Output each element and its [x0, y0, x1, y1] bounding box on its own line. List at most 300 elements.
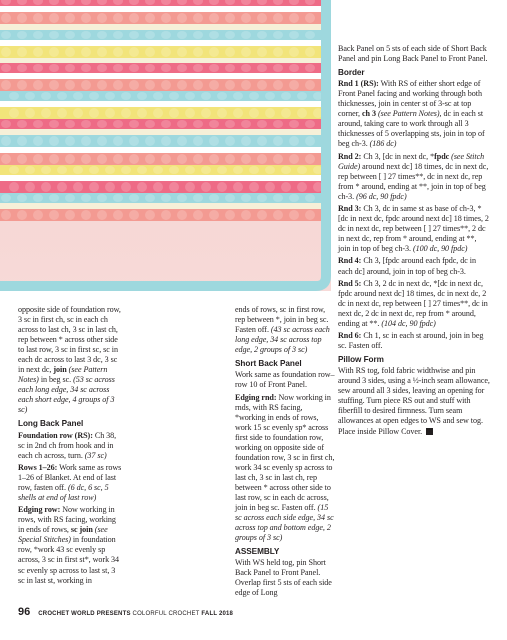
shell-stitch — [257, 136, 267, 146]
shell-stitch — [121, 108, 131, 118]
heading-assembly: ASSEMBLY — [235, 546, 280, 556]
shell-stitch — [65, 194, 75, 202]
shell-stitch — [65, 120, 75, 128]
shell-stitch — [25, 166, 35, 174]
shell-stitch — [33, 64, 43, 72]
rnd-1-text-2: dc in each st around, taking care to work through all 3 thicknesses of 5 overlapping sts, join in top of beg ch-3. — [338, 109, 485, 149]
shell-stitch — [217, 166, 227, 174]
shell-stitch — [161, 210, 171, 220]
shell-stitch — [153, 108, 163, 118]
shell-stitch — [145, 13, 155, 23]
shell-stitch — [49, 47, 59, 57]
shell-stitch — [209, 64, 219, 72]
special-stitches-ref: (see Special Stitches) — [18, 525, 108, 545]
shell-stitch — [1, 154, 11, 164]
shell-stitch — [185, 166, 195, 174]
shell-stitch — [201, 92, 211, 100]
shell-stitch — [41, 182, 51, 192]
rows-paragraph — [18, 463, 122, 503]
shell-stitch — [241, 80, 251, 90]
shell-stitch — [97, 210, 107, 220]
shell-stitch — [289, 194, 299, 202]
heading-short-back-panel: Short Back Panel — [235, 358, 302, 368]
shell-stitch — [273, 194, 283, 202]
stripe — [0, 40, 326, 46]
stripe — [0, 101, 326, 107]
shell-stitch — [89, 166, 99, 174]
shell-stitch — [33, 136, 43, 146]
shell-stitch — [129, 120, 139, 128]
rnd-3-text: Ch 3, dc in same st as base of ch-3, *[dc in next dc, fpdc around next dc] 18 times, 2 dc in next dc, rep between [ ] 27 times**, 2 dc in next dc, rep from * around, ending at **, join in top of beg ch-3. — [338, 204, 489, 254]
shell-stitch — [89, 92, 99, 100]
shell-stitch — [201, 182, 211, 192]
shell-stitch — [129, 136, 139, 146]
stripe — [0, 73, 326, 79]
shell-stitch — [273, 80, 283, 90]
photo-right-edge — [331, 0, 335, 302]
shell-stitch — [65, 136, 75, 146]
shell-stitch — [17, 31, 27, 39]
shell-stitch — [129, 47, 139, 57]
shell-stitch — [209, 154, 219, 164]
shell-stitch — [89, 182, 99, 192]
shell-stitch — [241, 210, 251, 220]
shell-stitch — [81, 80, 91, 90]
shell-stitch — [65, 31, 75, 39]
shell-stitch — [273, 13, 283, 23]
edging-row-label: Edging row: — [18, 505, 61, 515]
shell-stitch — [25, 108, 35, 118]
shell-stitch — [17, 64, 27, 72]
shell-stitch — [1, 64, 11, 72]
magazine-name: CROCHET WORLD PRESENTS — [38, 611, 131, 617]
shell-stitch — [129, 13, 139, 23]
shell-stitch — [81, 136, 91, 146]
shell-stitch — [161, 13, 171, 23]
shell-stitch — [81, 13, 91, 23]
rnd-5-label: Rnd 5: — [338, 278, 362, 288]
shell-stitch — [9, 166, 19, 174]
shell-stitch — [225, 47, 235, 57]
text-column-3 — [338, 44, 490, 439]
shell-stitch — [289, 120, 299, 128]
shell-stitch — [273, 47, 283, 57]
shell-stitch — [257, 47, 267, 57]
shell-stitch — [241, 47, 251, 57]
shell-stitch — [305, 136, 315, 146]
rnd-1-paragraph — [338, 79, 490, 149]
shell-stitch — [129, 80, 139, 90]
edging-rnd-paragraph — [235, 393, 335, 544]
rnd-3-count: (100 dc, 90 fpdc) — [412, 244, 468, 254]
shell-stitch — [1, 194, 11, 202]
shell-stitch — [305, 13, 315, 23]
pillow-paragraph — [338, 366, 490, 436]
shell-stitch — [153, 182, 163, 192]
shell-stitch — [41, 108, 51, 118]
shell-stitch — [81, 194, 91, 202]
shell-stitch — [225, 210, 235, 220]
text-column-1 — [18, 305, 122, 588]
edging-row-paragraph — [18, 505, 122, 585]
shell-stitch — [65, 210, 75, 220]
shell-stitch — [1, 210, 11, 220]
shell-stitch — [145, 80, 155, 90]
edging-row-text-2: in foundation row, *work 43 sc evenly sp across, 3 sc in first st*, work 34 sc evenly sp across to last st, 3 sc in last st, working in — [18, 535, 120, 585]
shell-stitch — [73, 92, 83, 100]
shell-stitch — [305, 64, 315, 72]
shell-stitch — [105, 182, 115, 192]
edging-rnd-text: Now working in rnds, with RS facing, *working in ends of rows, work 15 sc evenly sp* across first side to foundation row, working on opposite side of foundation row, 3 sc in first ch, work 34 sc evenly sp across to last ch, 3 sc in last ch, rep between * across other side to last row, sc in each dc across, join in beg sc. Fasten off. — [235, 392, 335, 513]
rows-label: Rows 1–26: — [18, 462, 58, 472]
shell-stitch — [177, 194, 187, 202]
crochet-pillow-photo — [0, 0, 335, 302]
shell-stitch — [65, 80, 75, 90]
shell-stitch — [177, 210, 187, 220]
shell-stitch — [209, 31, 219, 39]
shell-stitch — [177, 13, 187, 23]
stitch-guide-ref: (see Stitch Guide) — [338, 151, 485, 171]
rnd-5-count: (104 dc, 90 fpdc) — [381, 318, 436, 328]
shell-stitch — [1, 120, 11, 128]
shell-stitch — [113, 120, 123, 128]
shell-stitch — [289, 64, 299, 72]
shell-stitch — [273, 31, 283, 39]
shell-stitch — [169, 92, 179, 100]
shell-stitch — [49, 64, 59, 72]
shell-stitch — [289, 47, 299, 57]
text-column-2 — [235, 305, 335, 601]
shell-stitch — [241, 64, 251, 72]
pillow-text: With RS tog, fold fabric widthwise and pin around 3 sides, using a ½-inch seam allowance, sew around all 3 sides, leaving an opening for stuffing. Turn piece RS out and stuff with fiberfill to desired firmness. Turn seam allowances at open edges to WS and sew tog. Place inside Pillow Cover. — [338, 366, 490, 436]
col3-paragraph-1 — [338, 44, 490, 64]
shell-stitch — [225, 136, 235, 146]
shell-stitch — [161, 64, 171, 72]
shell-stitch — [289, 80, 299, 90]
shell-stitch — [113, 47, 123, 57]
shell-stitch — [249, 108, 259, 118]
shell-stitch — [289, 13, 299, 23]
shell-stitch — [1, 13, 11, 23]
shell-stitch — [161, 120, 171, 128]
shell-stitch — [113, 194, 123, 202]
col2-count: (43 sc across each long edge, 34 sc across top edge, 2 groups of 3 sc) — [235, 325, 330, 355]
shell-stitch — [33, 194, 43, 202]
shell-stitch — [9, 182, 19, 192]
rows-text: Work same as rows 1–26 of Blanket. At end of last row, fasten off. — [18, 462, 122, 492]
shell-stitch — [137, 108, 147, 118]
shell-stitch — [257, 194, 267, 202]
shell-stitch — [57, 108, 67, 118]
shell-stitch — [241, 13, 251, 23]
fpdc-term: fpdc — [434, 151, 450, 161]
shell-stitch — [145, 64, 155, 72]
shell-stitch — [105, 166, 115, 174]
shell-stitch — [305, 31, 315, 39]
shell-stitch — [273, 120, 283, 128]
shell-stitch — [97, 154, 107, 164]
shell-stitch — [305, 80, 315, 90]
shell-stitch — [257, 80, 267, 90]
shell-stitch — [65, 13, 75, 23]
shell-stitch — [249, 182, 259, 192]
shell-stitch — [145, 210, 155, 220]
shell-stitch — [129, 210, 139, 220]
shell-stitch — [265, 166, 275, 174]
foundation-row-count: (37 sc) — [84, 450, 107, 460]
shell-stitch — [1, 31, 11, 39]
sc-join-term: sc join — [70, 525, 93, 535]
rnd-1-label: Rnd 1 (RS): — [338, 79, 379, 89]
shell-stitch — [9, 108, 19, 118]
shell-stitch — [113, 13, 123, 23]
shell-stitch — [41, 166, 51, 174]
shell-stitch — [233, 108, 243, 118]
shell-stitch — [89, 108, 99, 118]
stripe-group — [0, 0, 331, 221]
shell-stitch — [17, 136, 27, 146]
shell-stitch — [49, 194, 59, 202]
shell-stitch — [49, 80, 59, 90]
shell-stitch — [193, 64, 203, 72]
shell-stitch — [81, 120, 91, 128]
magazine-title — [38, 611, 233, 617]
rnd-3-label: Rnd 3: — [338, 204, 362, 214]
shell-stitch — [57, 166, 67, 174]
heading-long-back-panel: Long Back Panel — [18, 419, 84, 429]
shell-stitch — [137, 166, 147, 174]
shell-stitch — [249, 92, 259, 100]
shell-stitch — [281, 182, 291, 192]
shell-stitch — [33, 210, 43, 220]
shell-stitch — [193, 47, 203, 57]
shell-stitch — [305, 210, 315, 220]
crochet-stripes-image — [0, 0, 335, 302]
shell-stitch — [129, 31, 139, 39]
shell-stitch — [25, 182, 35, 192]
shell-stitch — [129, 154, 139, 164]
shell-stitch — [201, 166, 211, 174]
shell-stitch — [177, 47, 187, 57]
shell-stitch — [225, 154, 235, 164]
shell-stitch — [209, 210, 219, 220]
rnd-4-label: Rnd 4: — [338, 256, 362, 266]
shell-stitch — [233, 92, 243, 100]
shell-stitch — [209, 47, 219, 57]
shell-stitch — [217, 182, 227, 192]
shell-stitch — [97, 47, 107, 57]
shell-stitch — [81, 47, 91, 57]
shell-stitch — [113, 31, 123, 39]
page-footer — [18, 606, 418, 620]
shell-stitch — [145, 120, 155, 128]
rnd-4-text: Ch 3, [fpdc around each fpdc, dc in each dc] around, join in top of beg ch-3. — [338, 256, 476, 276]
shell-stitch — [105, 92, 115, 100]
shell-stitch — [193, 120, 203, 128]
shell-stitch — [113, 136, 123, 146]
shell-stitch — [121, 166, 131, 174]
stripe — [0, 24, 326, 30]
shell-stitch — [185, 108, 195, 118]
col2-text: ends of rows, sc in first row, rep between *, join in beg sc. Fasten off. — [235, 305, 329, 335]
pattern-notes-ref-2: (see Pattern Notes), — [377, 109, 442, 119]
shell-stitch — [153, 92, 163, 100]
shell-stitch — [113, 80, 123, 90]
shell-stitch — [97, 64, 107, 72]
shell-stitch — [33, 31, 43, 39]
shell-stitch — [113, 210, 123, 220]
magazine-issue: FALL 2018 — [201, 611, 234, 617]
shell-stitch — [233, 182, 243, 192]
shell-stitch — [25, 92, 35, 100]
shell-stitch — [33, 154, 43, 164]
shell-stitch — [273, 136, 283, 146]
shell-stitch — [81, 64, 91, 72]
assembly-text: With WS held tog, pin Short Back Panel to Front Panel. Overlap first 5 sts of each side edge of Long — [235, 558, 332, 598]
shell-stitch — [161, 80, 171, 90]
shell-stitch — [49, 31, 59, 39]
shell-stitch — [161, 194, 171, 202]
shell-stitch — [177, 80, 187, 90]
shell-stitch — [177, 120, 187, 128]
shell-stitch — [129, 194, 139, 202]
shell-stitch — [257, 210, 267, 220]
shell-stitch — [113, 154, 123, 164]
shell-stitch — [177, 31, 187, 39]
shell-stitch — [225, 13, 235, 23]
col1-text-end: in beg sc. — [40, 375, 72, 385]
shell-stitch — [265, 92, 275, 100]
shell-stitch — [193, 80, 203, 90]
shell-stitch — [225, 194, 235, 202]
shell-stitch — [17, 47, 27, 57]
rnd-6-text: Ch 1, sc in each st around, join in beg sc. Fasten off. — [338, 331, 484, 351]
shell-stitch — [289, 154, 299, 164]
shell-stitch — [241, 136, 251, 146]
rnd-5-text: Ch 3, 2 dc in next dc, *[dc in next dc, fpdc around next dc] 18 times, dc in next dc, 2 dc in next dc, rep between [ ] 27 times**, dc in next dc, 2 dc in next dc, rep from * around, ending at **. — [338, 278, 488, 328]
edging-row-text: Now working in rows, with RS facing, working in ends of rows, — [18, 505, 116, 535]
shell-stitch — [241, 154, 251, 164]
photo-bottom-edge — [0, 291, 335, 302]
shell-stitch — [209, 13, 219, 23]
shell-stitch — [225, 64, 235, 72]
shell-stitch — [257, 64, 267, 72]
shell-stitch — [209, 120, 219, 128]
shell-stitch — [177, 64, 187, 72]
shell-stitch — [193, 194, 203, 202]
shell-stitch — [57, 92, 67, 100]
shell-stitch — [33, 120, 43, 128]
shell-stitch — [217, 92, 227, 100]
shell-stitch — [145, 31, 155, 39]
shell-stitch — [193, 31, 203, 39]
shell-stitch — [209, 194, 219, 202]
shell-stitch — [273, 64, 283, 72]
shell-stitch — [297, 92, 307, 100]
shell-stitch — [17, 13, 27, 23]
shell-stitch — [121, 92, 131, 100]
shell-stitch — [265, 108, 275, 118]
col3-text: Back Panel on 5 sts of each side of Short Back Panel and pin Long Back Panel to Front Panel. — [338, 44, 488, 64]
col2-paragraph-1 — [235, 305, 335, 355]
shell-stitch — [297, 108, 307, 118]
shell-stitch — [65, 64, 75, 72]
shell-stitch — [97, 194, 107, 202]
rnd-2-count: (96 dc, 90 fpdc) — [356, 191, 407, 201]
shell-stitch — [33, 47, 43, 57]
shell-stitch — [137, 182, 147, 192]
rnd-6-label: Rnd 6: — [338, 331, 362, 341]
shell-stitch — [81, 154, 91, 164]
join-term: join — [53, 365, 67, 375]
assembly-paragraph — [235, 558, 335, 598]
shell-stitch — [1, 136, 11, 146]
shell-stitch — [193, 154, 203, 164]
foundation-row-label: Foundation row (RS): — [18, 430, 93, 440]
shell-stitch — [145, 154, 155, 164]
shell-stitch — [289, 31, 299, 39]
shell-stitch — [137, 92, 147, 100]
short-back-text — [235, 370, 335, 390]
shell-stitch — [97, 80, 107, 90]
shell-stitch — [81, 31, 91, 39]
shell-stitch — [161, 31, 171, 39]
shell-stitch — [41, 92, 51, 100]
shell-stitch — [305, 194, 315, 202]
shell-stitch — [145, 47, 155, 57]
stripe — [0, 203, 326, 209]
shell-stitch — [281, 166, 291, 174]
shell-stitch — [49, 154, 59, 164]
end-mark-icon — [426, 428, 433, 435]
shell-stitch — [185, 92, 195, 100]
shell-stitch — [273, 154, 283, 164]
shell-stitch — [297, 166, 307, 174]
shell-stitch — [97, 120, 107, 128]
shell-stitch — [33, 13, 43, 23]
shell-stitch — [153, 166, 163, 174]
shell-stitch — [209, 136, 219, 146]
shell-stitch — [161, 47, 171, 57]
shell-stitch — [97, 136, 107, 146]
shell-stitch — [257, 120, 267, 128]
shell-stitch — [73, 166, 83, 174]
heading-border: Border — [338, 67, 365, 77]
shell-stitch — [49, 210, 59, 220]
shell-stitch — [265, 182, 275, 192]
shell-stitch — [129, 64, 139, 72]
shell-stitch — [9, 92, 19, 100]
shell-stitch — [1, 80, 11, 90]
shell-stitch — [65, 154, 75, 164]
rnd-1-count: (186 dc) — [369, 139, 397, 149]
shell-stitch — [49, 136, 59, 146]
rnd-6-paragraph — [338, 331, 490, 351]
edging-rnd-label: Edging rnd: — [235, 392, 277, 402]
shell-stitch — [33, 80, 43, 90]
heading-pillow-form: Pillow Form — [338, 354, 384, 364]
shell-stitch — [185, 182, 195, 192]
shell-stitch — [145, 194, 155, 202]
shell-stitch — [177, 154, 187, 164]
foundation-row-paragraph — [18, 431, 122, 461]
rnd-2-text-2: around next dc] 18 times, dc in next dc, rep between [ ] 27 times**, dc in next dc, rep from * around, ending at **, join in top of beg ch-3. — [338, 161, 489, 201]
shell-stitch — [193, 136, 203, 146]
stripe — [0, 58, 326, 63]
stitch-count: (53 sc across each long edge, 34 sc across each short edge, 4 groups of 3 sc) — [18, 375, 115, 415]
shell-stitch — [225, 80, 235, 90]
stripe — [0, 6, 326, 12]
